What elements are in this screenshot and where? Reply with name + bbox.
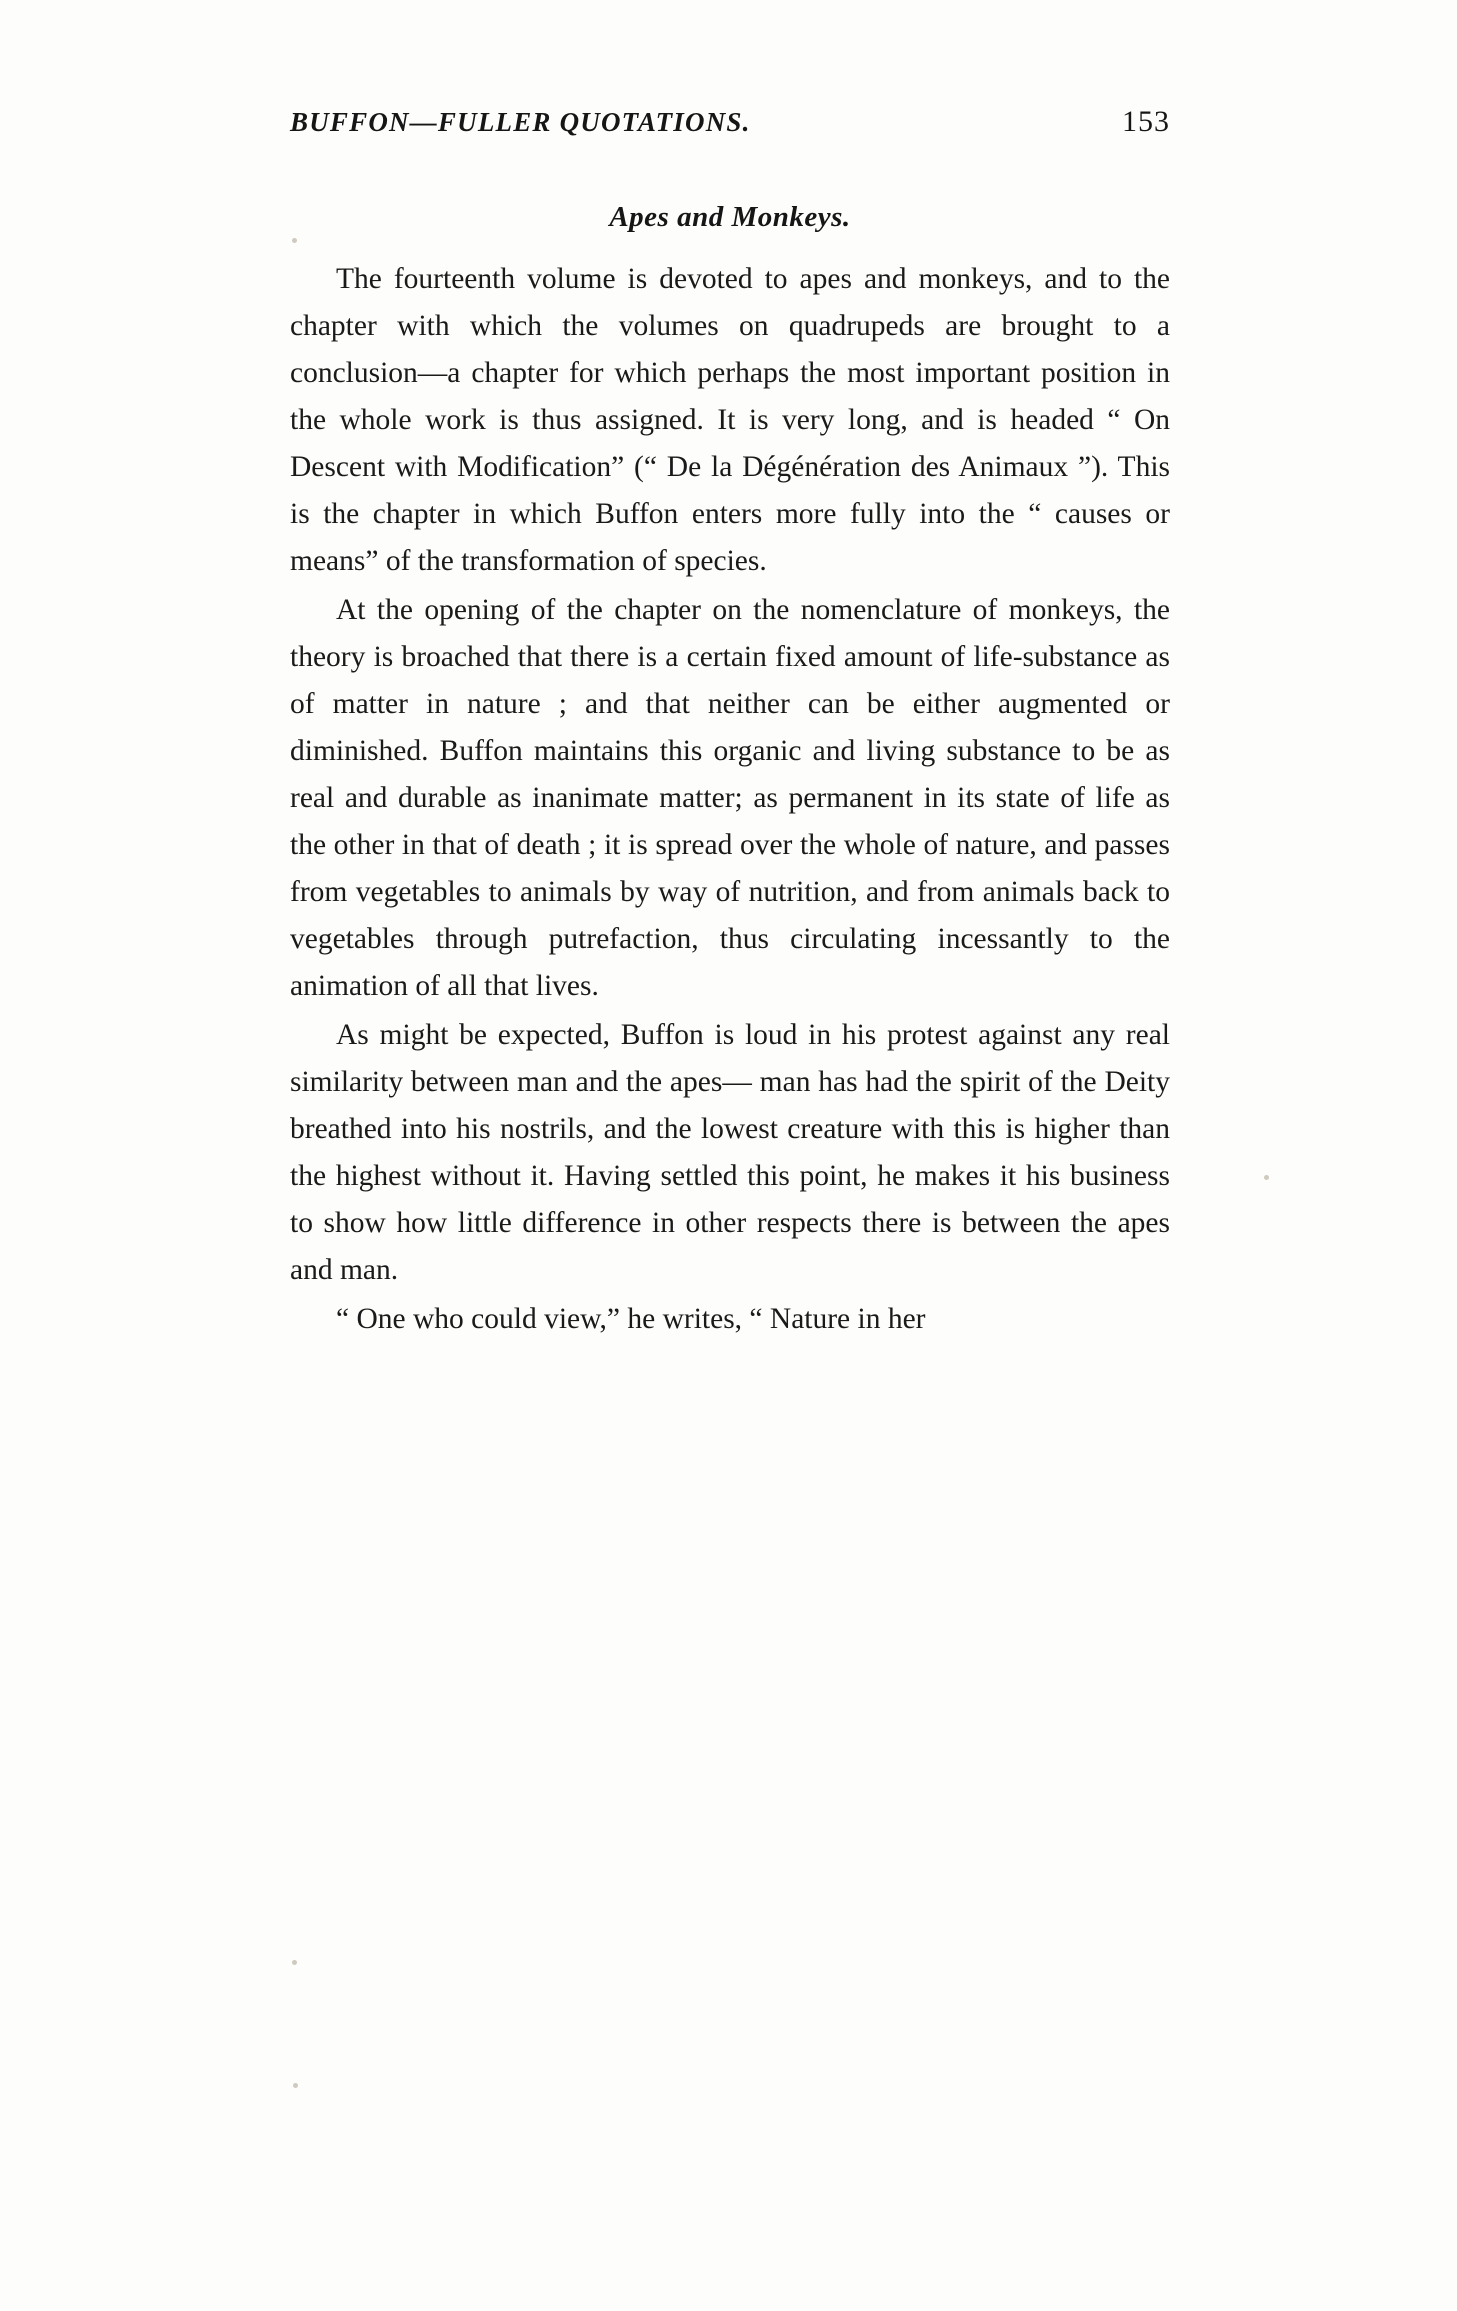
running-head-title: BUFFON—FULLER QUOTATIONS. <box>290 107 751 137</box>
paragraph-4: “ One who could view,” he writes, “ Nature in her <box>336 1303 926 1335</box>
page-number: 153 <box>1122 105 1170 138</box>
text-column <box>290 105 1170 1345</box>
paper-speck <box>292 1960 297 1965</box>
section-title: Apes and Monkeys. <box>609 201 851 233</box>
paragraph-1: The fourteenth volume is devoted to apes and monkeys, and to the chapter with which the volumes on quadrupeds are brought to a conclusion—a chapter for which perhaps the most important position in the whole work is thus assigned. It is very long, and is headed “ On Descent with Modification” (“ De la Dégénération des Animaux ”). This is the chapter in which Buffon enters more fully into the “ causes or means” of the transformation of species. <box>290 263 1170 577</box>
paper-speck <box>293 2083 298 2088</box>
paragraph-2: At the opening of the chapter on the nomenclature of monkeys, the theory is broached that there is a certain fixed amount of life-substance as of matter in nature ; and that neither can be either augmented or diminished. Buffon maintains this organic and living substance to be as real and durable as inanimate matter; as permanent in its state of life as the other in that of death ; it is spread over the whole of nature, and passes from vegetables to animals by way of nutrition, and from animals back to vegetables through putrefaction, thus circulating incessantly to the animation of all that lives. <box>290 594 1170 1002</box>
paragraph-3: As might be expected, Buffon is loud in his protest against any real similarity between man and the apes— man has had the spirit of the Deity breathed into his nostrils, and the lowest creature with this is higher than the highest without it. Having settled this point, he makes it his business to show how little difference in other respects there is between the apes and man. <box>290 1019 1170 1286</box>
paper-speck <box>1264 1175 1269 1180</box>
running-head <box>290 105 1170 139</box>
